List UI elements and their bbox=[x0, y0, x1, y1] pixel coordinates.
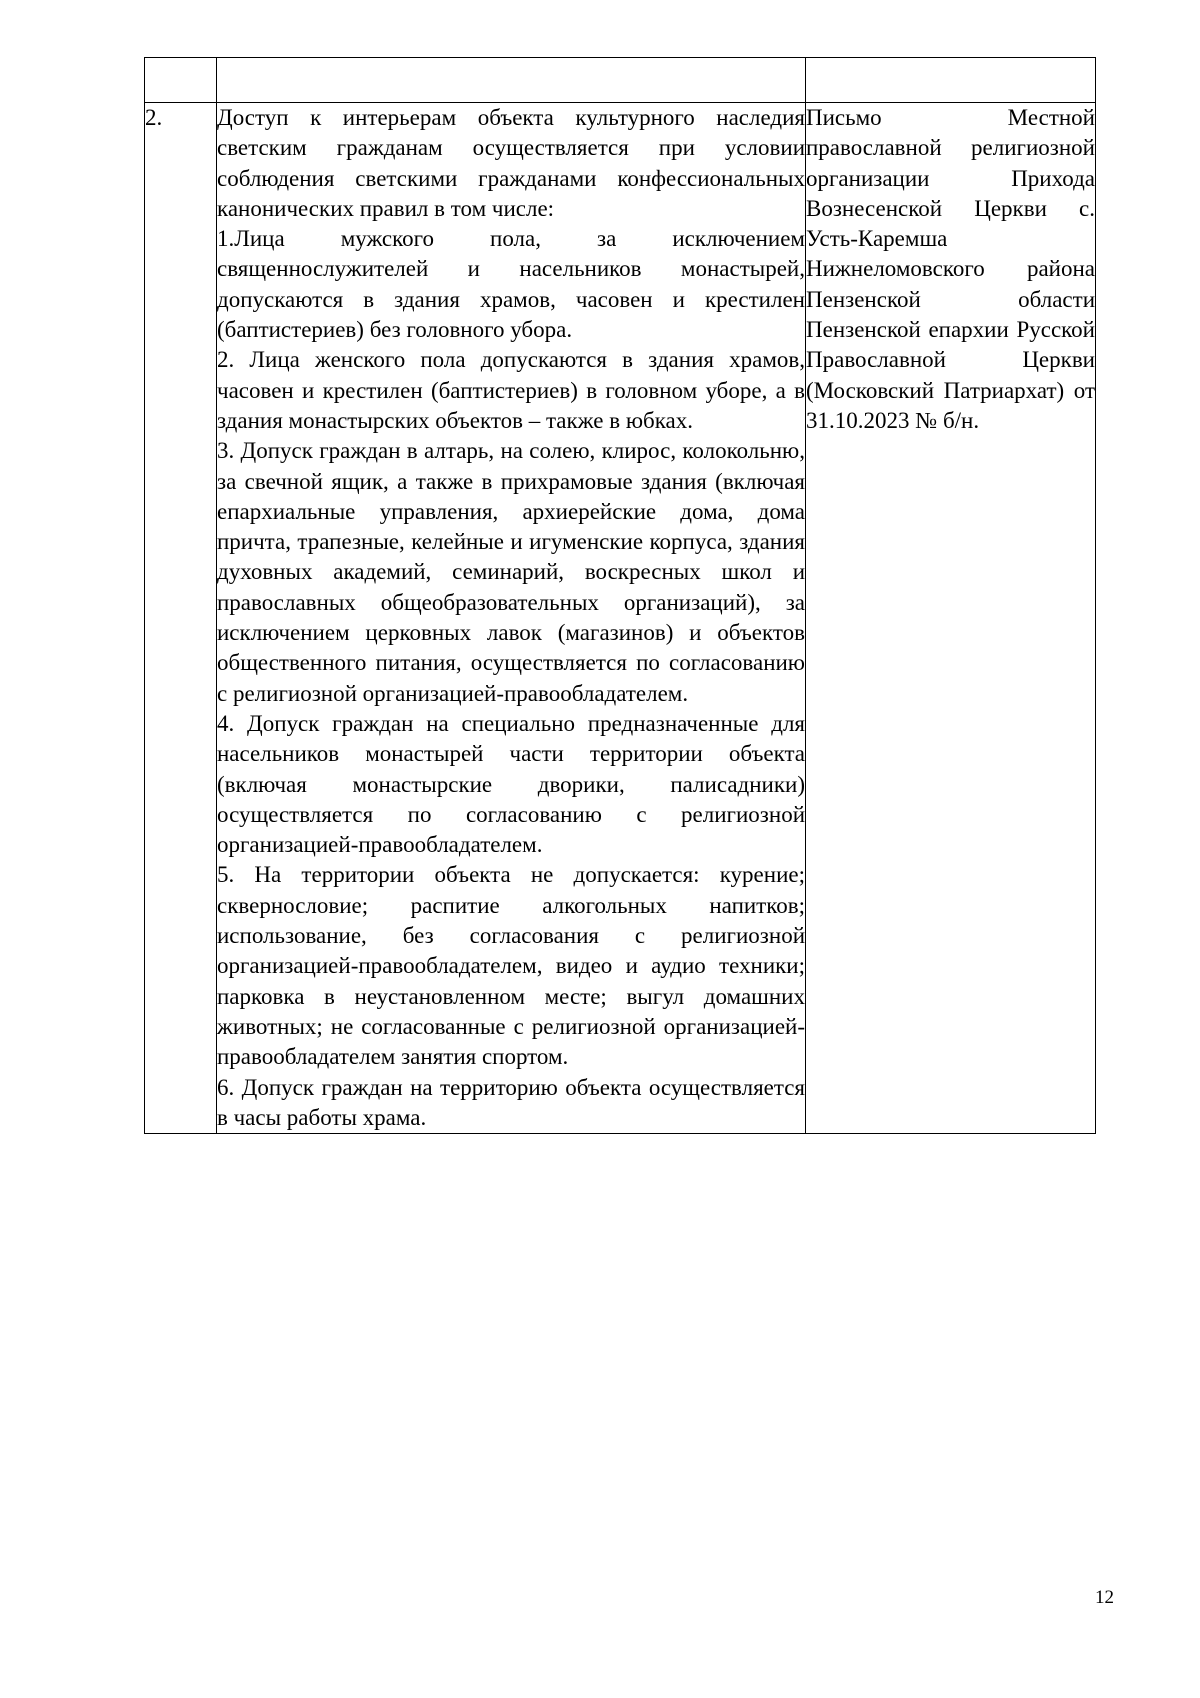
requirement-item-1: 1.Лица мужского пола, за исключением священнослужителей и насельников монастырей, допускаются в здания храмов, часовен и крестилен (баптистериев) без головного убора. bbox=[217, 226, 805, 343]
requirements-intro: Доступ к интерьерам объекта культурного наследия светским гражданам осуществляется при условии соблюдения светскими гражданами конфессиональных канонических правил в том числе: bbox=[217, 105, 805, 221]
requirement-item-4: 4. Допуск граждан на специально предназначенные для насельников монастырей части территории объекта (включая монастырские дворики, палисадники) осуществляется по согласованию с религиозной организацией-правообладателем. bbox=[217, 710, 805, 858]
requirement-item-2: 2. Лица женского пола допускаются в здания храмов, часовен и крестилен (баптистериев) в головном уборе, а в здания монастырских объектов – также в юбках. bbox=[217, 347, 805, 433]
requirements-cell bbox=[217, 103, 806, 1134]
requirement-item-5: 5. На территории объекта не допускается: курение; сквернословие; распитие алкогольных напитков; использование, без согласования с религиозной организацией-правообладателем, видео и аудио техники; парковка в неустановленном месте; выгул домашних животных; не согласованные с религиозной организацией-правообладателем занятия спортом. bbox=[217, 862, 805, 1070]
header-cell-source bbox=[806, 58, 1096, 103]
source-cell bbox=[806, 103, 1096, 1134]
document-table bbox=[144, 57, 1096, 1134]
header-cell-requirements bbox=[217, 58, 806, 103]
table-row bbox=[145, 103, 1096, 1134]
table-header-row bbox=[145, 58, 1096, 103]
header-cell-number bbox=[145, 58, 217, 103]
requirement-item-6: 6. Допуск граждан на территорию объекта осуществляется в часы работы храма. bbox=[217, 1074, 805, 1130]
source-letter-text: Письмо Местной православной религиозной организации Прихода Вознесенской Церкви с. Усть-Каремша Нижнеломовского района Пензенской области Пензенской епархии Русской Православной Церкви (Московский Патриархат) от 31.10.2023 № б/н. bbox=[806, 105, 1095, 433]
page-number: 12 bbox=[1095, 1587, 1114, 1608]
row-number: 2. bbox=[145, 103, 217, 1134]
requirement-item-3: 3. Допуск граждан в алтарь, на солею, клирос, колокольню, за свечной ящик, а также в прихрамовые здания (включая епархиальные управления, архиерейские дома, дома причта, трапезные, келейные и игуменские корпуса, здания духовных академий, семинарий, воскресных школ и православных общеобразовательных организаций), за исключением церковных лавок (магазинов) и объектов общественного питания, осуществляется по согласованию с религиозной организацией-правообладателем. bbox=[217, 438, 805, 706]
